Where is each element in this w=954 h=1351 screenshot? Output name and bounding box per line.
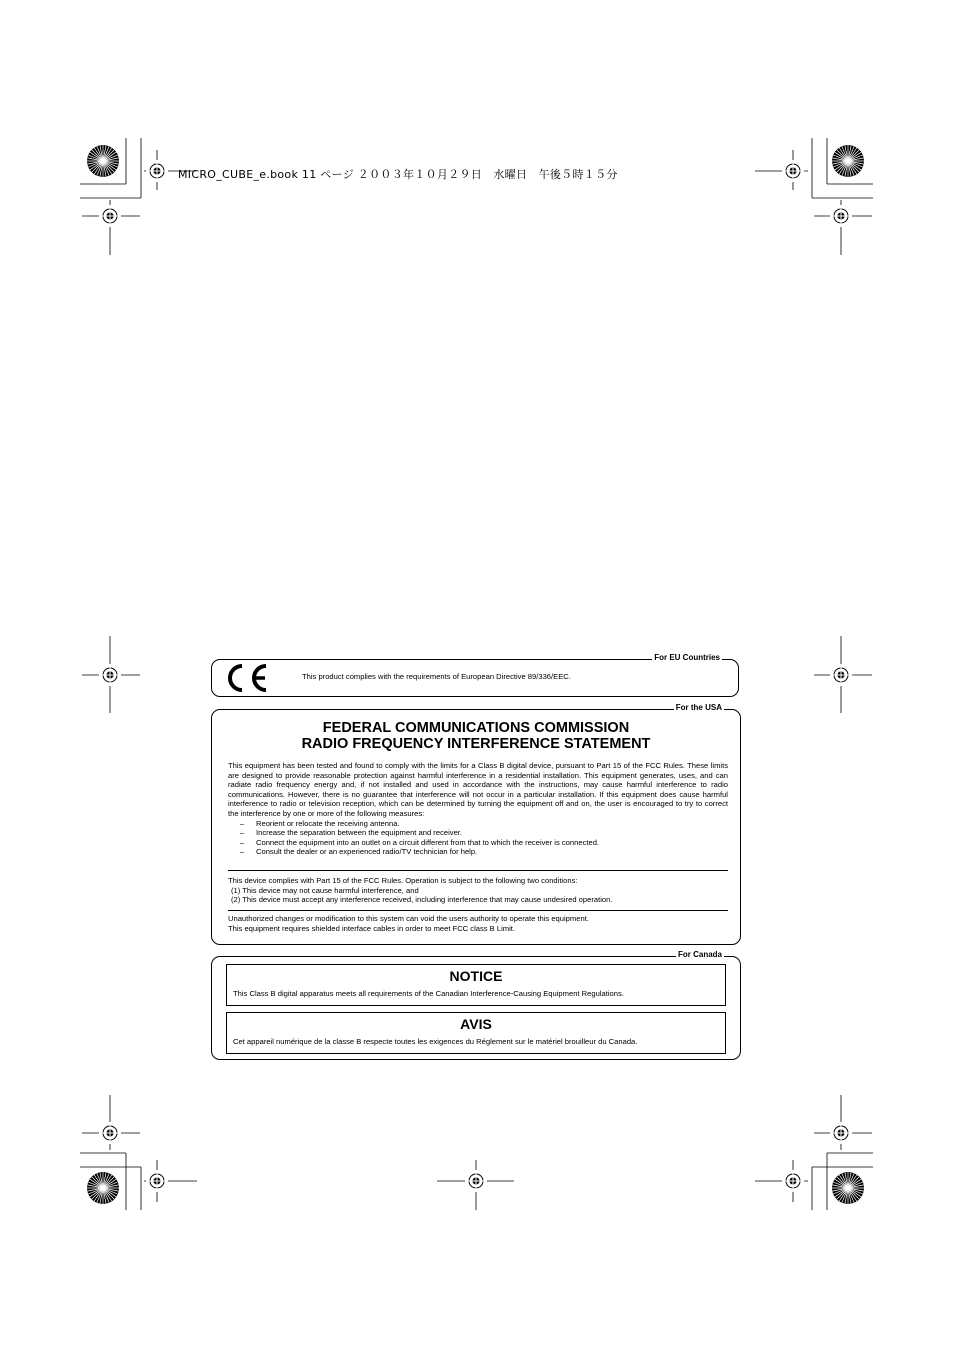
- fcc-title-line1: FEDERAL COMMUNICATIONS COMMISSION: [322, 720, 630, 736]
- list-item: – Consult the dealer or an experienced radio/TV technician for help.: [240, 847, 478, 857]
- fcc-warnings-block: [228, 914, 728, 933]
- list-item: – Connect the equipment into an outlet on a circuit different from that to which the receiver is connected.: [240, 837, 600, 847]
- eu-tag: For EU Countries: [654, 653, 720, 662]
- usa-tag: For the USA: [675, 703, 722, 712]
- print-file-info: MICRO_CUBE_e.book 11 ページ ２００３年１０月２９日 水曜日 午後５時１５分: [178, 168, 618, 181]
- fcc-statement-box: [211, 703, 741, 945]
- part15-intro: This device complies with Part 15 of the FCC Rules. Operation is subject to the following two conditions:: [228, 876, 578, 885]
- fcc-part15-block: [228, 876, 728, 905]
- avis-box: [226, 1012, 726, 1054]
- fcc-paragraph-block: [228, 761, 728, 857]
- fcc-main-paragraph: This equipment has been tested and found to comply with the limits for a Class B digital device, pursuant to Part 15 of the FCC Rules. These limits are designed to provide reasonable protection against harmful interference in a residential installation. This equipment generates, uses, and can radiate radio frequency energy and, if not installed and used in accordance with the instructions, may cause harmful interference to radio communications. However, there is no guarantee that interference will not occur in a particular installation. If this equipment does cause harmful interference to radio or television reception, which can be determined by turning the equipment off and on, the user is encouraged to try to correct the interference by one or more of the following measures:: [228, 761, 728, 818]
- avis-title: AVIS: [460, 1016, 492, 1032]
- canada-tag: For Canada: [677, 950, 722, 959]
- list-item: – Reorient or relocate the receiving antenna.: [240, 818, 400, 828]
- notice-text: This Class B digital apparatus meets all requirements of the Canadian Interference-Causing Equipment Regulations.: [233, 989, 624, 998]
- divider: [228, 870, 728, 871]
- fcc-measures-list: [228, 819, 728, 857]
- avis-text: Cet appareil numérique de la classe B respecte toutes les exigences du Réglement sur le matériel brouilleur du Canada.: [233, 1037, 638, 1046]
- eu-directive-text: This product complies with the requirements of European Directive 89/336/EEC.: [302, 672, 571, 681]
- condition-2: (2) This device must accept any interference received, including interference that may cause undesired operation.: [231, 895, 613, 905]
- shielded-cables-text: This equipment requires shielded interface cables in order to meet FCC class B Limit.: [228, 923, 516, 933]
- canada-compliance-box: [211, 950, 741, 1060]
- eu-compliance-box: [211, 653, 739, 697]
- notice-title: NOTICE: [449, 968, 503, 984]
- divider: [228, 910, 728, 911]
- ce-mark-logo: [222, 662, 272, 694]
- condition-1: (1) This device may not cause harmful interference, and: [231, 885, 419, 895]
- fcc-title-line2: RADIO FREQUENCY INTERFERENCE STATEMENT: [301, 736, 651, 752]
- notice-box: [226, 964, 726, 1006]
- list-item: – Increase the separation between the equipment and receiver.: [240, 828, 463, 838]
- unauthorized-changes-text: Unauthorized changes or modification to this system can void the users authority to operate this equipment.: [228, 914, 589, 923]
